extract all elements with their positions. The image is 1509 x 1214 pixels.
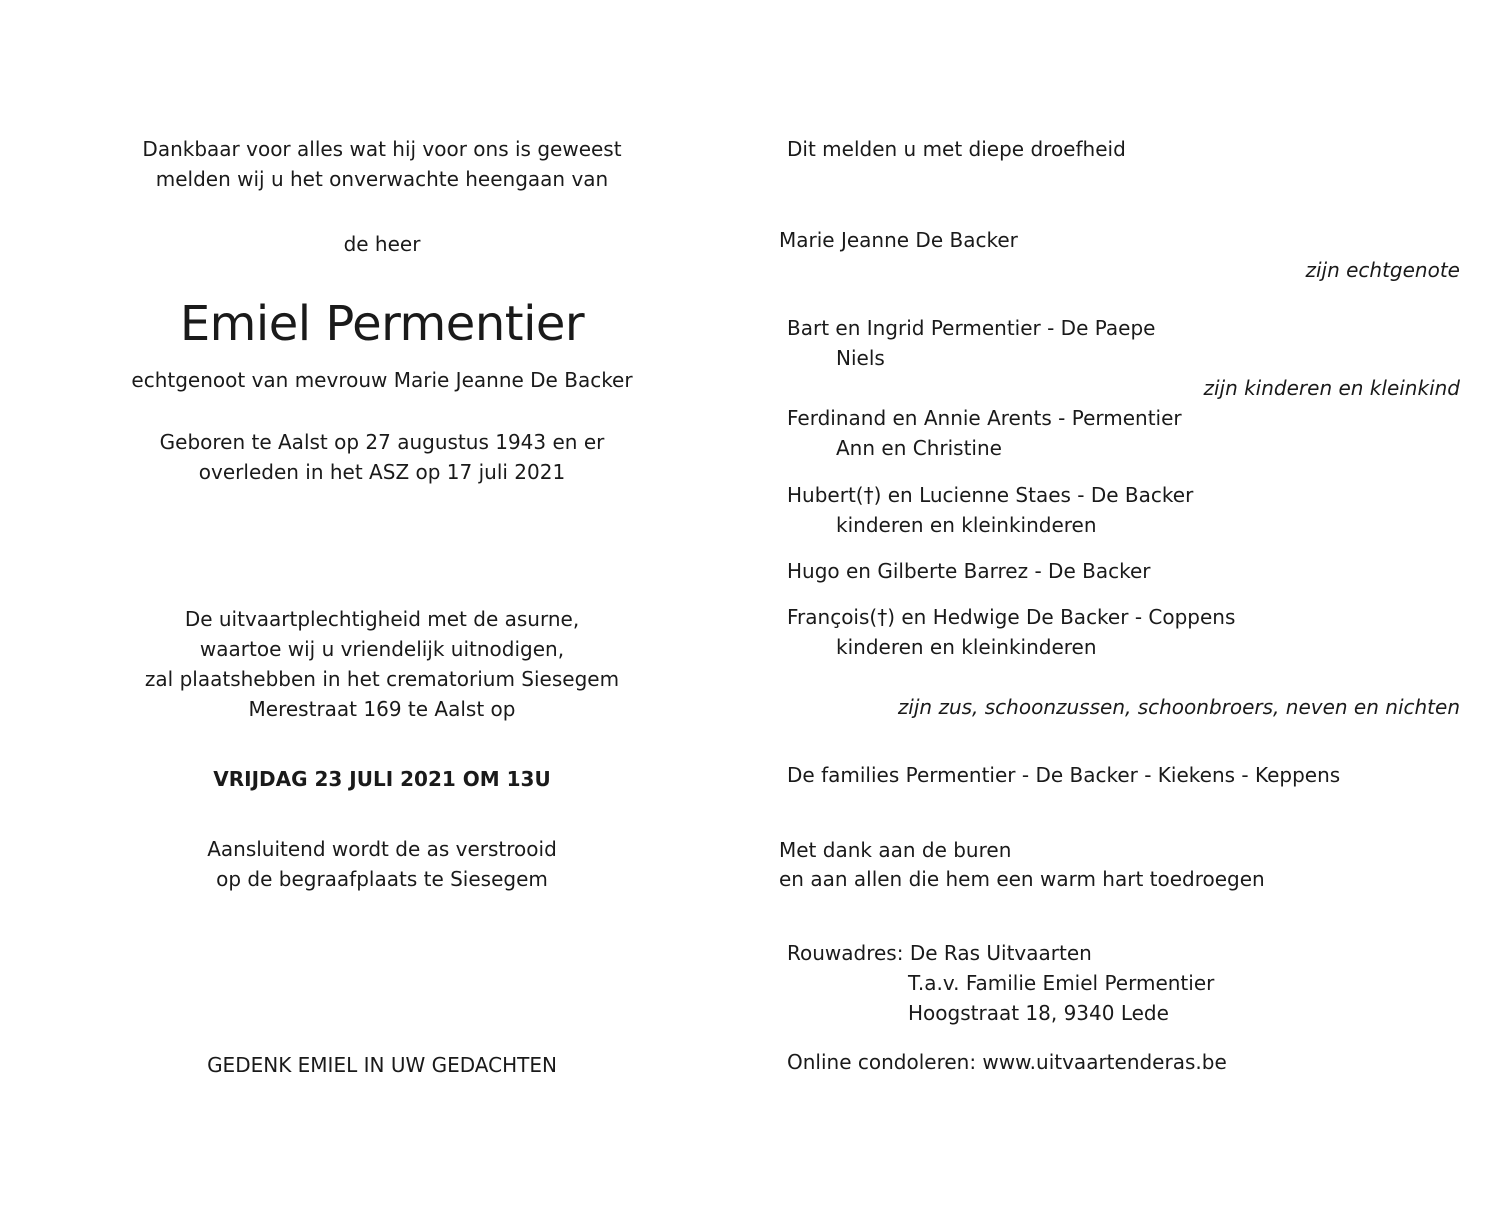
ceremony-date: VRIJDAG 23 JULI 2021 OM 13U — [213, 767, 551, 791]
child-1: Bart en Ingrid Permentier - De Paepe — [787, 316, 1156, 340]
families-line: De families Permentier - De Backer - Kiekens - Keppens — [787, 763, 1341, 787]
address-line-3: Hoogstraat 18, 9340 Lede — [908, 1001, 1169, 1025]
sibling-1-sub: kinderen en kleinkinderen — [836, 513, 1097, 537]
wife-name: Marie Jeanne De Backer — [779, 228, 1018, 252]
intro-line-2: melden wij u het onverwachte heengaan van — [155, 167, 609, 191]
born-line-2: overleden in het ASZ op 17 juli 2021 — [198, 460, 566, 484]
child-1-sub: Niels — [836, 346, 885, 370]
ceremony-line-4: Merestraat 169 te Aalst op — [248, 697, 516, 721]
thanks-line-2: en aan allen die hem een warm hart toedroegen — [779, 867, 1265, 891]
wife-role: zijn echtgenote — [1305, 258, 1460, 282]
born-line-1: Geboren te Aalst op 27 augustus 1943 en er — [159, 430, 605, 454]
children-role: zijn kinderen en kleinkind — [1203, 376, 1460, 400]
title-prefix: de heer — [343, 232, 421, 256]
address-label: Rouwadres: De Ras Uitvaarten — [787, 941, 1092, 965]
sibling-3-sub: kinderen en kleinkinderen — [836, 635, 1097, 659]
remember-line: GEDENK EMIEL IN UW GEDACHTEN — [207, 1053, 557, 1077]
online-condolence: Online condoleren: www.uitvaartenderas.be — [787, 1050, 1227, 1074]
ceremony-line-3: zal plaatshebben in het crematorium Siesegem — [144, 667, 620, 691]
child-2-sub: Ann en Christine — [836, 436, 1002, 460]
deceased-name: Emiel Permentier — [179, 296, 585, 352]
sibling-2: Hugo en Gilberte Barrez - De Backer — [787, 559, 1151, 583]
thanks-line-1: Met dank aan de buren — [779, 838, 1012, 862]
child-2: Ferdinand en Annie Arents - Permentier — [787, 406, 1182, 430]
ceremony-line-2: waartoe wij u vriendelijk uitnodigen, — [199, 637, 565, 661]
address-line-2: T.a.v. Familie Emiel Permentier — [908, 971, 1215, 995]
ceremony-line-1: De uitvaartplechtigheid met de asurne, — [184, 607, 580, 631]
after-line-1: Aansluitend wordt de as verstrooid — [207, 837, 557, 861]
sibling-1: Hubert(†) en Lucienne Staes - De Backer — [787, 483, 1194, 507]
intro-line-1: Dankbaar voor alles wat hij voor ons is geweest — [142, 137, 622, 161]
after-line-2: op de begraafplaats te Siesegem — [216, 867, 548, 891]
siblings-role: zijn zus, schoonzussen, schoonbroers, neven en nichten — [897, 695, 1460, 719]
sibling-3: François(†) en Hedwige De Backer - Coppens — [787, 605, 1236, 629]
spouse-line: echtgenoot van mevrouw Marie Jeanne De Backer — [131, 368, 633, 392]
announce-line: Dit melden u met diepe droefheid — [787, 137, 1126, 161]
